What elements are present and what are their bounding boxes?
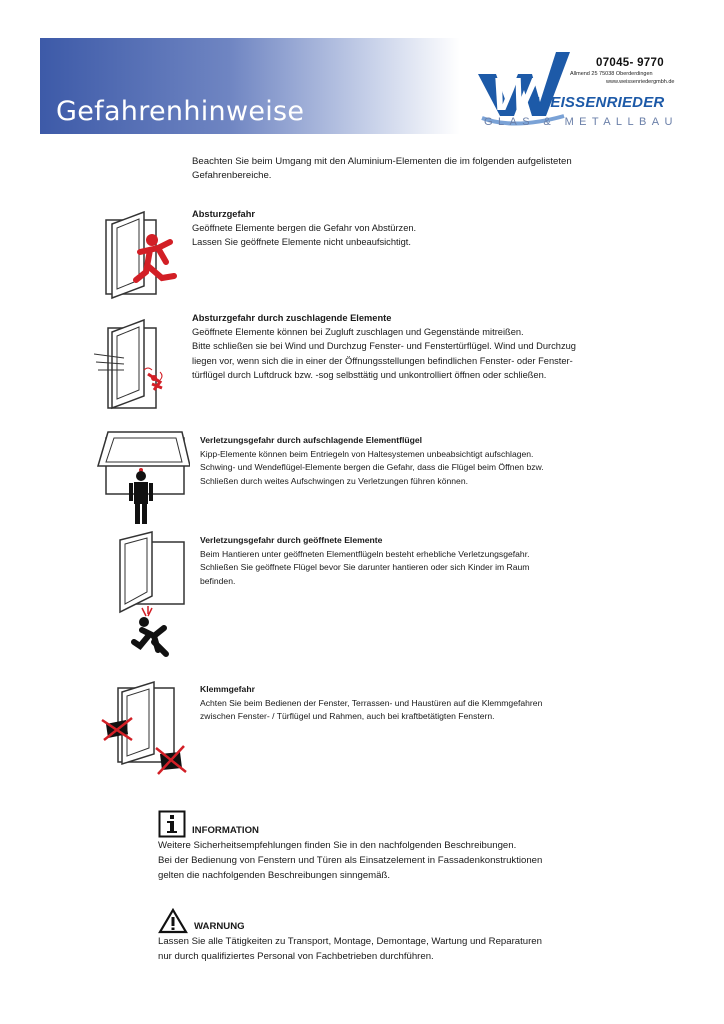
open-element-icon (114, 530, 190, 660)
hazard-slamming-line: liegen vor, wenn sich die in einer der Öffnungsstellungen befindlichen Fenster- oder Fenster- (192, 355, 573, 366)
hazard-pinch-line: zwischen Fenster- / Türflügel und Rahmen, auch bei kraftbetätigten Fenstern. (200, 711, 495, 721)
hazard-fall-line: Geöffnete Elemente bergen die Gefahr von Abstürzen. (192, 223, 417, 234)
hazard-fall-line: Lassen Sie geöffnete Elemente nicht unbeaufsichtigt. (192, 237, 411, 248)
hazard-slamming-line: Bitte schließen sie bei Wind und Durchzug Fenster- und Fenstertürflügel. Wind und Durchzug (192, 341, 576, 352)
warning-line: Lassen Sie alle Tätigkeiten zu Transport, Montage, Demontage, Wartung und Reparaturen (158, 936, 542, 947)
company-subtitle: GLAS & METALLBAU (484, 116, 678, 128)
hazard-tilting-line: Schließen durch weites Aufschwingen zu Verletzungen führen können. (200, 475, 469, 486)
company-name: WEISSENRIEDER (536, 94, 665, 111)
warning-line: nur durch qualifiziertes Personal von Fachbetrieben durchführen. (158, 951, 434, 962)
hazard-pinch (200, 683, 620, 724)
hazard-slamming (192, 311, 632, 382)
hazard-tilting-title: Verletzungsgefahr durch aufschlagende Elementflügel (200, 435, 423, 445)
slamming-window-icon (94, 314, 184, 414)
warning-title: WARNUNG (194, 921, 245, 932)
hazard-slamming-line: türflügel durch Luftdruck bzw. -sog selbsttätig und unkontrolliert öffnen oder schließen. (192, 369, 547, 380)
company-phone: 07045- 9770 (596, 57, 664, 69)
hazard-open-element-line: Beim Hantieren unter geöffneten Elementflügeln besteht erhebliche Verletzungsgefahr. (200, 548, 530, 559)
information-line: Bei der Bedienung von Fenstern und Türen als Einsatzelement in Fassadenkonstruktionen (158, 855, 543, 866)
intro-text: Beachten Sie beim Umgang mit den Aluminium-Elementen die im folgenden aufgelisteten Gefahrenbereiche. (192, 156, 572, 181)
hazard-fall (192, 207, 622, 250)
hazard-pinch-line: Achten Sie beim Bedienen der Fenster, Terrassen- und Haustüren auf die Klemmgefahren (200, 697, 543, 708)
company-address: Allmend 25 75038 Oberderdingen (570, 71, 653, 77)
hazard-slamming-line: Geöffnete Elemente können bei Zugluft zuschlagen und Gegenstände mitreißen. (192, 327, 524, 338)
hazard-open-element-title: Verletzungsgefahr durch geöffnete Elemente (200, 535, 383, 545)
hazard-open-element (200, 534, 620, 588)
company-website[interactable]: www.weissenriedergmbh.de (606, 79, 675, 85)
hazard-open-element-line: Schließen Sie geöffnete Flügel bevor Sie darunter hantieren oder sich Kinder im Raum (200, 562, 530, 572)
information-line: gelten die nachfolgenden Beschreibungen sinngemäß. (158, 870, 391, 881)
hazard-fall-title: Absturzgefahr (192, 209, 256, 219)
tilting-sash-icon (96, 430, 190, 526)
warning-block (158, 906, 588, 964)
information-block (158, 808, 588, 883)
pinch-hazard-icon (100, 680, 190, 776)
hazard-slamming-title: Absturzgefahr durch zuschlagende Elemente (192, 313, 392, 323)
hazard-tilting (200, 434, 620, 488)
hazard-tilting-line: Kipp-Elemente können beim Entriegeln von Haltesystemen unbeabsichtigt aufschlagen. (200, 448, 534, 459)
information-line: Weitere Sicherheitsempfehlungen finden Sie in den nachfolgenden Beschreibungen. (158, 840, 517, 851)
svg-text:W: W (492, 68, 536, 120)
hazard-open-element-line: befinden. (200, 575, 236, 586)
fall-hazard-icon (100, 206, 184, 300)
page-title: Gefahrenhinweise (56, 96, 305, 127)
warning-triangle-icon (158, 908, 188, 934)
hazard-pinch-title: Klemmgefahr (200, 684, 255, 694)
hazard-tilting-line: Schwing- und Wendeflügel-Elemente bergen die Gefahr, dass die Flügel beim Öffnen bzw. (200, 462, 544, 472)
information-title: INFORMATION (192, 825, 259, 836)
info-icon (158, 810, 186, 838)
